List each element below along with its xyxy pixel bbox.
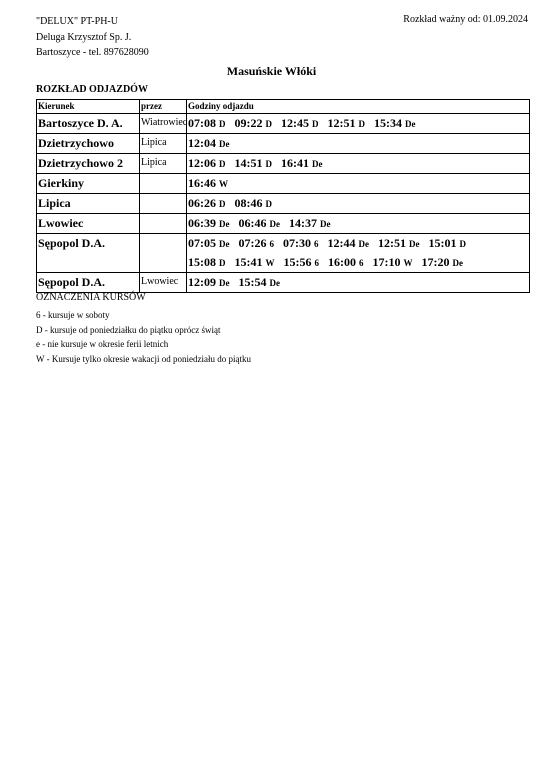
departure bbox=[235, 194, 273, 213]
departure-time: 15:34 bbox=[374, 116, 402, 130]
departures-cell bbox=[187, 114, 530, 134]
departure-time: 12:51 bbox=[378, 236, 406, 250]
departure bbox=[188, 273, 230, 292]
departure bbox=[239, 273, 281, 292]
header-direction: Kierunek bbox=[37, 100, 140, 114]
departure-mark: 6 bbox=[314, 258, 319, 268]
company-info bbox=[36, 14, 149, 61]
departure bbox=[235, 114, 273, 133]
departure-time: 08:46 bbox=[234, 196, 263, 210]
stop-name: Masuńskie Włóki bbox=[226, 64, 317, 78]
via-cell: Lipica bbox=[140, 154, 187, 174]
direction-cell: Gierkiny bbox=[37, 174, 140, 194]
timetable bbox=[36, 99, 530, 293]
departure-time: 12:09 bbox=[188, 275, 216, 289]
legend-item: e - nie kursuje w okresie ferii letnich bbox=[36, 339, 169, 349]
timetable-header-row bbox=[37, 100, 530, 114]
departure bbox=[188, 253, 226, 272]
departure bbox=[422, 253, 464, 272]
departure bbox=[188, 114, 226, 133]
departure-line bbox=[188, 154, 528, 173]
departure-mark: W bbox=[403, 258, 413, 268]
departure-time: 12:51 bbox=[327, 116, 356, 130]
departure bbox=[284, 253, 320, 272]
departure-line bbox=[188, 234, 528, 253]
departure bbox=[239, 214, 281, 233]
departure bbox=[373, 253, 413, 272]
table-row bbox=[37, 273, 530, 293]
legend-item: D - kursuje od poniedziałku do piątku oprócz świąt bbox=[36, 324, 221, 335]
section-title: ROZKŁAD ODJAZDÓW bbox=[36, 84, 148, 95]
departure bbox=[283, 234, 319, 253]
departure-mark: De bbox=[219, 239, 230, 249]
departures-cell bbox=[187, 273, 530, 293]
departure bbox=[188, 214, 230, 233]
via-cell bbox=[140, 214, 187, 234]
departure-line bbox=[188, 273, 528, 292]
departure bbox=[188, 234, 230, 253]
direction-cell: Sępopol D.A. bbox=[37, 234, 140, 273]
departure bbox=[429, 234, 467, 253]
departure-time: 15:41 bbox=[234, 255, 263, 269]
timetable-body bbox=[37, 114, 530, 293]
departure-time: 16:41 bbox=[281, 156, 309, 170]
departure-time: 16:46 bbox=[188, 176, 216, 190]
departure-mark: D bbox=[219, 199, 226, 209]
legend bbox=[36, 308, 251, 366]
departure-mark: De bbox=[269, 219, 280, 229]
departure-time: 07:30 bbox=[283, 236, 311, 250]
departure bbox=[188, 174, 228, 193]
departure bbox=[378, 234, 420, 253]
departure-line bbox=[188, 134, 528, 153]
departure-mark: D bbox=[459, 239, 466, 249]
direction-cell: Lipica bbox=[37, 194, 140, 214]
departures-cell bbox=[187, 194, 530, 214]
departure-mark: D bbox=[265, 159, 272, 169]
departure bbox=[235, 253, 275, 272]
departure-line bbox=[188, 194, 528, 213]
departure-mark: 6 bbox=[269, 239, 274, 249]
departure-mark: De bbox=[405, 119, 416, 129]
departure-time: 09:22 bbox=[234, 116, 263, 130]
company-phone: Bartoszyce - tel. 897628090 bbox=[36, 47, 149, 58]
departure-time: 14:51 bbox=[234, 156, 263, 170]
direction-cell: Dzietrzychowo 2 bbox=[37, 154, 140, 174]
departure-mark: D bbox=[358, 119, 365, 129]
departure bbox=[281, 154, 323, 173]
departure-time: 17:10 bbox=[372, 255, 401, 269]
table-row bbox=[37, 214, 530, 234]
departure bbox=[188, 154, 226, 173]
departure bbox=[289, 214, 331, 233]
header-via: przez bbox=[140, 100, 187, 114]
departures-cell bbox=[187, 154, 530, 174]
direction-cell: Sępopol D.A. bbox=[37, 273, 140, 293]
departure-time: 15:01 bbox=[428, 236, 457, 250]
departure-time: 15:54 bbox=[238, 275, 267, 289]
departure bbox=[188, 194, 226, 213]
departure-time: 17:20 bbox=[421, 255, 450, 269]
valid-from: Rozkład ważny od: 01.09.2024 bbox=[403, 14, 528, 25]
departure-line bbox=[188, 114, 528, 133]
table-row bbox=[37, 134, 530, 154]
departure-time: 06:26 bbox=[188, 196, 216, 210]
departures-cell bbox=[187, 214, 530, 234]
departure-time: 15:56 bbox=[283, 255, 312, 269]
departure-mark: De bbox=[320, 219, 331, 229]
via-cell bbox=[140, 174, 187, 194]
departure-time: 12:44 bbox=[327, 236, 356, 250]
departure bbox=[328, 234, 370, 253]
departure-time: 14:37 bbox=[289, 216, 317, 230]
departure-time: 07:26 bbox=[238, 236, 267, 250]
departure-mark: De bbox=[409, 239, 420, 249]
table-row bbox=[37, 234, 530, 273]
departure-mark: D bbox=[265, 119, 272, 129]
departure-line bbox=[188, 174, 528, 193]
departure-time: 07:05 bbox=[188, 236, 216, 250]
departure-mark: De bbox=[219, 278, 230, 288]
legend-title: OZNACZENIA KURSÓW bbox=[36, 292, 146, 303]
legend-item: W - Kursuje tylko okresie wakacji od poniedziału do piątku bbox=[36, 353, 252, 364]
departure bbox=[188, 134, 230, 153]
via-cell: Lwowiec bbox=[140, 273, 187, 293]
departure-line bbox=[188, 214, 528, 233]
departure-mark: D bbox=[219, 119, 226, 129]
departure bbox=[235, 154, 273, 173]
table-row bbox=[37, 194, 530, 214]
table-row bbox=[37, 174, 530, 194]
departures-cell bbox=[187, 174, 530, 194]
departure-time: 12:04 bbox=[188, 136, 216, 150]
departures-cell bbox=[187, 234, 530, 273]
departure bbox=[328, 114, 366, 133]
departure-mark: D bbox=[219, 258, 226, 268]
departure-mark: De bbox=[452, 258, 463, 268]
direction-cell: Dzietrzychowo bbox=[37, 134, 140, 154]
via-cell: Lipica bbox=[140, 134, 187, 154]
legend-item: 6 - kursuje w soboty bbox=[36, 310, 110, 320]
table-row bbox=[37, 154, 530, 174]
departure-mark: De bbox=[219, 219, 230, 229]
departure-time: 15:08 bbox=[188, 255, 216, 269]
company-name: "DELUX" PT-PH-U bbox=[36, 16, 118, 27]
departure-mark: 6 bbox=[314, 239, 319, 249]
via-cell bbox=[140, 194, 187, 214]
departure-mark: D bbox=[312, 119, 319, 129]
via-cell bbox=[140, 234, 187, 273]
departure-time: 07:08 bbox=[188, 116, 216, 130]
departure-mark: De bbox=[269, 278, 280, 288]
departure bbox=[374, 114, 416, 133]
departure-mark: W bbox=[219, 179, 228, 189]
departure-time: 06:39 bbox=[188, 216, 216, 230]
departure-mark: De bbox=[312, 159, 323, 169]
departure bbox=[281, 114, 319, 133]
departure-time: 12:06 bbox=[188, 156, 216, 170]
departure-mark: D bbox=[265, 199, 272, 209]
departure-time: 12:45 bbox=[281, 116, 309, 130]
departure-line bbox=[188, 253, 528, 272]
via-cell: Wiatrowiec bbox=[140, 114, 187, 134]
departure bbox=[239, 234, 275, 253]
departure-mark: De bbox=[219, 139, 230, 149]
direction-cell: Bartoszyce D. A. bbox=[37, 114, 140, 134]
departure-time: 16:00 bbox=[328, 255, 356, 269]
departure-mark: De bbox=[358, 239, 369, 249]
departure bbox=[328, 253, 364, 272]
departure-mark: D bbox=[219, 159, 226, 169]
departure-time: 06:46 bbox=[238, 216, 267, 230]
direction-cell: Lwowiec bbox=[37, 214, 140, 234]
header-times: Godziny odjazdu bbox=[187, 100, 530, 114]
departure-mark: 6 bbox=[359, 258, 364, 268]
table-row bbox=[37, 114, 530, 134]
departure-mark: W bbox=[265, 258, 275, 268]
company-owner: Deluga Krzysztof Sp. J. bbox=[36, 31, 132, 43]
departures-cell bbox=[187, 134, 530, 154]
